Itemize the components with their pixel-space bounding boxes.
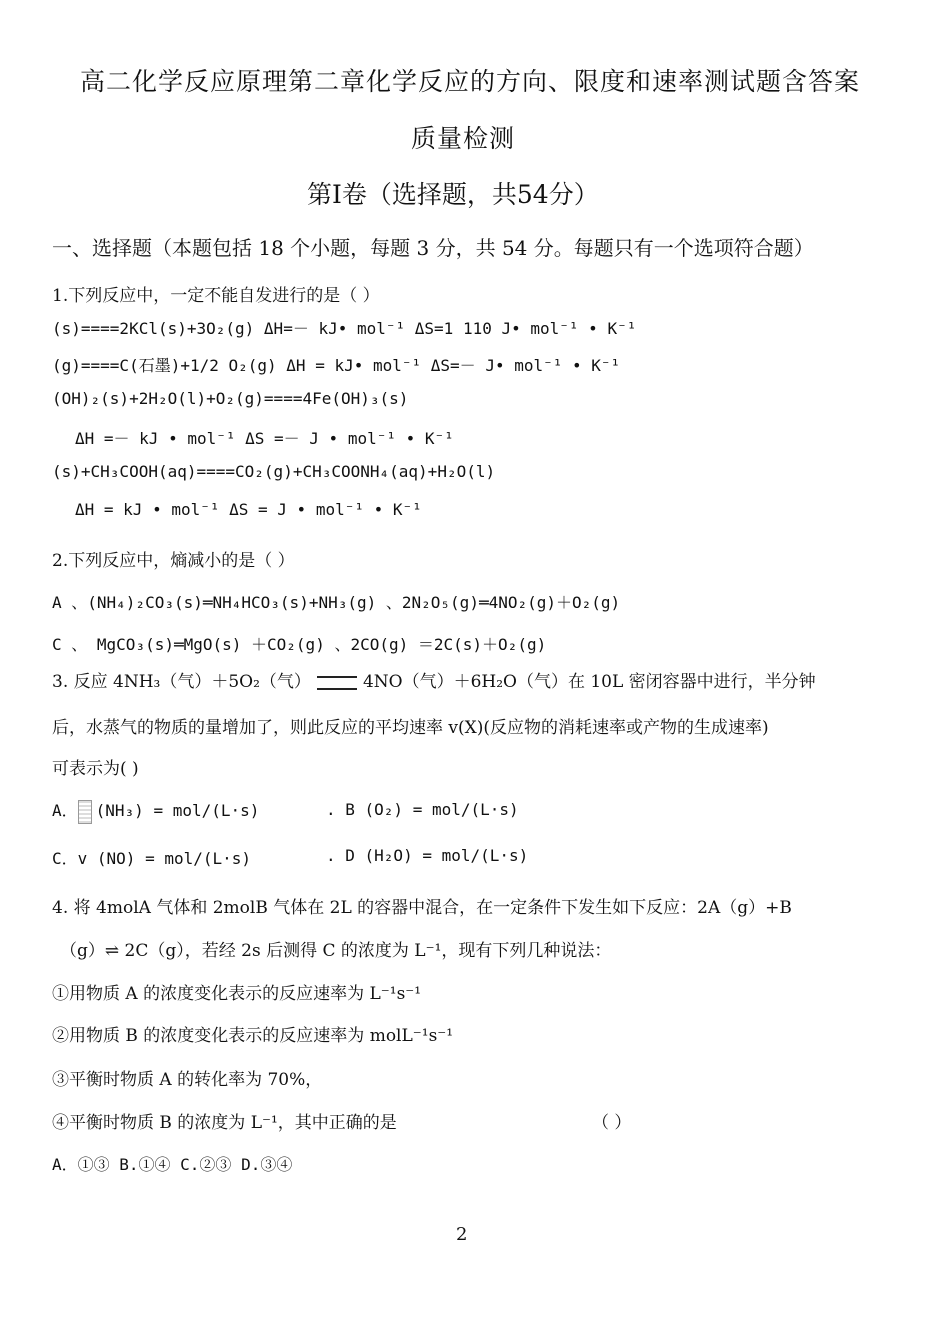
section-heading: 一、选择题（本题包括 18 个小题，每题 3 分，共 54 分。每题只有一个选项符合题） bbox=[52, 236, 814, 260]
q4-stem-line: 4. 将 4molA 气体和 2molB 气体在 2L 的容器中混合，在一定条件下发生如下反应：2A（g）+B bbox=[52, 898, 792, 918]
q3-stem-part-b: 4NO（气）＋6H₂O（气）在 10L 密闭容器中进行，半分钟 bbox=[362, 672, 816, 692]
equilibrium-arrow-icon bbox=[317, 676, 357, 690]
q3-option-a-text: (NH₃) = mol/(L·s) bbox=[95, 801, 260, 820]
q3-option-a bbox=[52, 798, 259, 824]
q3-stem-line: 可表示为( ) bbox=[52, 759, 139, 779]
q3-option-c: C．v (NO) = mol/(L·s) bbox=[52, 849, 252, 868]
broken-image-icon bbox=[78, 800, 92, 824]
volume-heading: 第Ⅰ卷（选择题，共54分） bbox=[307, 180, 599, 209]
q4-stem-line: （g）⇌ 2C（g），若经 2s 后测得 C 的浓度为 L⁻¹，现有下列几种说法： bbox=[60, 941, 612, 961]
q3-option-d: . D (H₂O) = mol/(L·s) bbox=[326, 846, 529, 865]
q3-stem-line: 后，水蒸气的物质的量增加了，则此反应的平均速率 v(X)(反应物的消耗速率或产物的生成速率) bbox=[52, 718, 769, 738]
q1-option-line: (s)+CH₃COOH(aq)====CO₂(g)+CH₃COONH₄(aq)+H₂O(l) bbox=[52, 462, 496, 481]
q1-stem: 1.下列反应中，一定不能自发进行的是（ ） bbox=[52, 286, 380, 306]
q4-statement: ③平衡时物质 A 的转化率为 70%， bbox=[52, 1070, 323, 1090]
q4-statement: ④平衡时物质 B 的浓度为 L⁻¹，其中正确的是 bbox=[52, 1113, 397, 1133]
document-title: 高二化学反应原理第二章化学反应的方向、限度和速率测试题含答案 bbox=[80, 67, 861, 96]
q1-option-line: ΔH =－ kJ • mol⁻¹ ΔS =－ J • mol⁻¹ • K⁻¹ bbox=[75, 429, 454, 448]
q4-answer-parenthesis: （ ） bbox=[592, 1113, 632, 1133]
q1-option-line: (g)====C(石墨)+1/2 O₂(g) ΔH = kJ• mol⁻¹ ΔS=－ J• mol⁻¹ • K⁻¹ bbox=[52, 356, 621, 375]
page-number: 2 bbox=[456, 1224, 468, 1245]
q3-stem-part-a: 3. 反应 4NH₃（气）＋5O₂（气） bbox=[52, 672, 311, 692]
q4-options: A．①③ B.①④ C.②③ D.③④ bbox=[52, 1155, 293, 1174]
q4-statement: ①用物质 A 的浓度变化表示的反应速率为 L⁻¹s⁻¹ bbox=[52, 984, 422, 1004]
document-subtitle: 质量检测 bbox=[411, 124, 516, 153]
q3-option-a-label: A． bbox=[52, 801, 78, 820]
q1-option-line: (OH)₂(s)+2H₂O(l)+O₂(g)====4Fe(OH)₃(s) bbox=[52, 389, 409, 408]
q2-option-line: A 、(NH₄)₂CO₃(s)═NH₄HCO₃(s)+NH₃(g) 、2N₂O₅(g)═4NO₂(g)＋O₂(g) bbox=[52, 593, 621, 612]
q3-stem-line bbox=[52, 667, 816, 692]
q4-statement: ②用物质 B 的浓度变化表示的反应速率为 molL⁻¹s⁻¹ bbox=[52, 1026, 454, 1046]
q2-stem: 2.下列反应中，熵减小的是（ ） bbox=[52, 551, 295, 571]
q2-option-line: C 、 MgCO₃(s)═MgO(s) ＋CO₂(g) 、2CO(g) ＝2C(s)＋O₂(g) bbox=[52, 635, 547, 654]
q1-option-line: ΔH = kJ • mol⁻¹ ΔS = J • mol⁻¹ • K⁻¹ bbox=[75, 500, 422, 519]
q1-option-line: (s)====2KCl(s)+3O₂(g) ΔH=－ kJ• mol⁻¹ ΔS=1 110 J• mol⁻¹ • K⁻¹ bbox=[52, 319, 637, 338]
q3-option-b: . B (O₂) = mol/(L·s) bbox=[326, 800, 519, 819]
